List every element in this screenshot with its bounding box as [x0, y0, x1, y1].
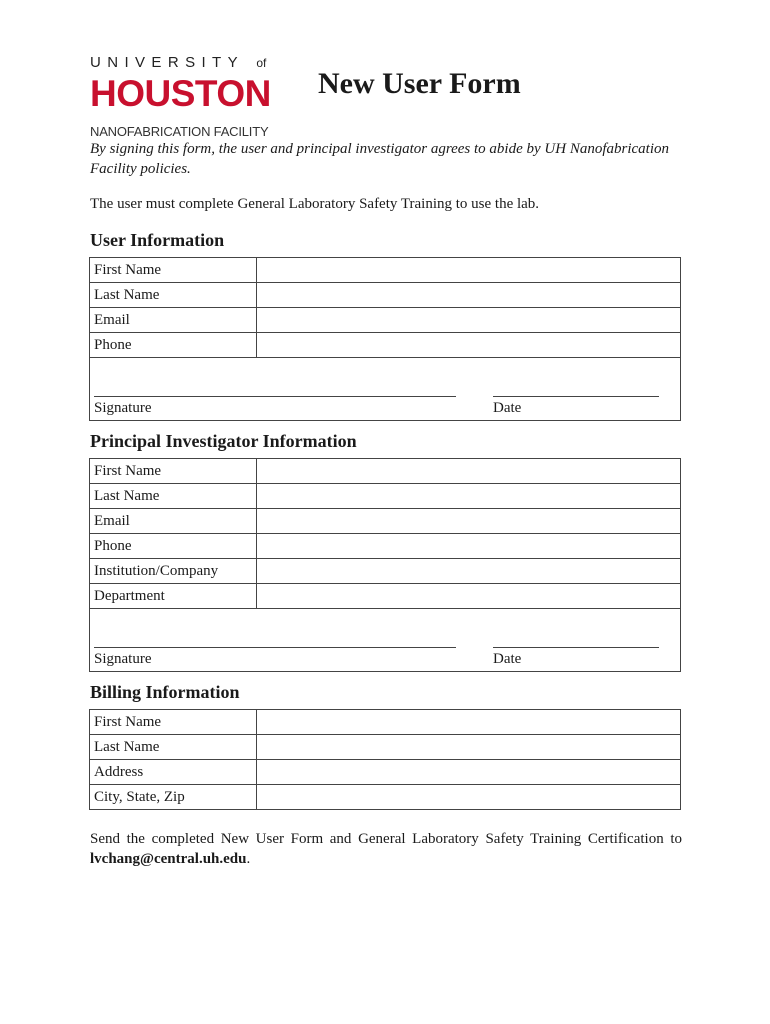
submission-instructions: Send the completed New User Form and General Laboratory Safety Training Certification to lvchang@central.uh.edu. — [90, 831, 682, 867]
signature-label: Signature — [94, 400, 152, 416]
field-label: Last Name — [90, 484, 257, 509]
field-label: First Name — [90, 459, 257, 484]
table-row — [90, 534, 681, 559]
pi-date-line[interactable] — [493, 647, 659, 648]
pi-info-table — [89, 458, 681, 609]
table-row — [90, 283, 681, 308]
field-label: City, State, Zip — [90, 785, 257, 810]
billing-info-table — [89, 709, 681, 810]
pi-signature-line[interactable] — [94, 647, 456, 648]
user-section-heading: User Information — [90, 230, 225, 250]
table-row — [90, 735, 681, 760]
table-row — [90, 760, 681, 785]
field-label: Address — [90, 760, 257, 785]
table-row — [90, 308, 681, 333]
table-row — [90, 785, 681, 810]
field-label: Phone — [90, 534, 257, 559]
pi-department-field[interactable] — [257, 584, 681, 609]
user-signature-box — [89, 358, 681, 421]
table-row — [90, 509, 681, 534]
field-label: Last Name — [90, 283, 257, 308]
field-label: Email — [90, 308, 257, 333]
user-info-table — [89, 257, 681, 358]
contact-email-link[interactable]: lvchang@central.uh.edu — [90, 851, 247, 867]
table-row — [90, 459, 681, 484]
user-email-field[interactable] — [257, 308, 681, 333]
logo-facility-text: NANOFABRICATION FACILITY — [90, 124, 269, 139]
pi-first-name-field[interactable] — [257, 459, 681, 484]
field-label: Email — [90, 509, 257, 534]
field-label: Last Name — [90, 735, 257, 760]
table-row — [90, 710, 681, 735]
billing-last-name-field[interactable] — [257, 735, 681, 760]
pi-signature-box — [89, 609, 681, 672]
table-row — [90, 333, 681, 358]
billing-address-field[interactable] — [257, 760, 681, 785]
logo-university-text: UNIVERSITY of — [90, 54, 267, 71]
table-row — [90, 584, 681, 609]
user-last-name-field[interactable] — [257, 283, 681, 308]
billing-city-state-zip-field[interactable] — [257, 785, 681, 810]
date-label: Date — [493, 651, 522, 667]
pi-institution-field[interactable] — [257, 559, 681, 584]
field-label: Institution/Company — [90, 559, 257, 584]
table-row — [90, 559, 681, 584]
pi-last-name-field[interactable] — [257, 484, 681, 509]
user-phone-field[interactable] — [257, 333, 681, 358]
pi-section-heading: Principal Investigator Information — [90, 431, 357, 451]
billing-first-name-field[interactable] — [257, 710, 681, 735]
pi-phone-field[interactable] — [257, 534, 681, 559]
signature-label: Signature — [94, 651, 152, 667]
page-title: New User Form — [318, 67, 521, 100]
billing-section-heading: Billing Information — [90, 682, 240, 702]
field-label: First Name — [90, 710, 257, 735]
date-label: Date — [493, 400, 522, 416]
field-label: Department — [90, 584, 257, 609]
field-label: Phone — [90, 333, 257, 358]
policy-statement: By signing this form, the user and principal investigator agrees to abide by UH Nanofabrication Facility policies. — [90, 141, 669, 177]
user-signature-line[interactable] — [94, 396, 456, 397]
user-first-name-field[interactable] — [257, 258, 681, 283]
pi-email-field[interactable] — [257, 509, 681, 534]
user-date-line[interactable] — [493, 396, 659, 397]
logo-houston-text: HOUSTON — [90, 73, 271, 114]
university-logo — [90, 54, 290, 140]
table-row — [90, 484, 681, 509]
table-row — [90, 258, 681, 283]
field-label: First Name — [90, 258, 257, 283]
training-requirement: The user must complete General Laboratory Safety Training to use the lab. — [90, 196, 540, 212]
